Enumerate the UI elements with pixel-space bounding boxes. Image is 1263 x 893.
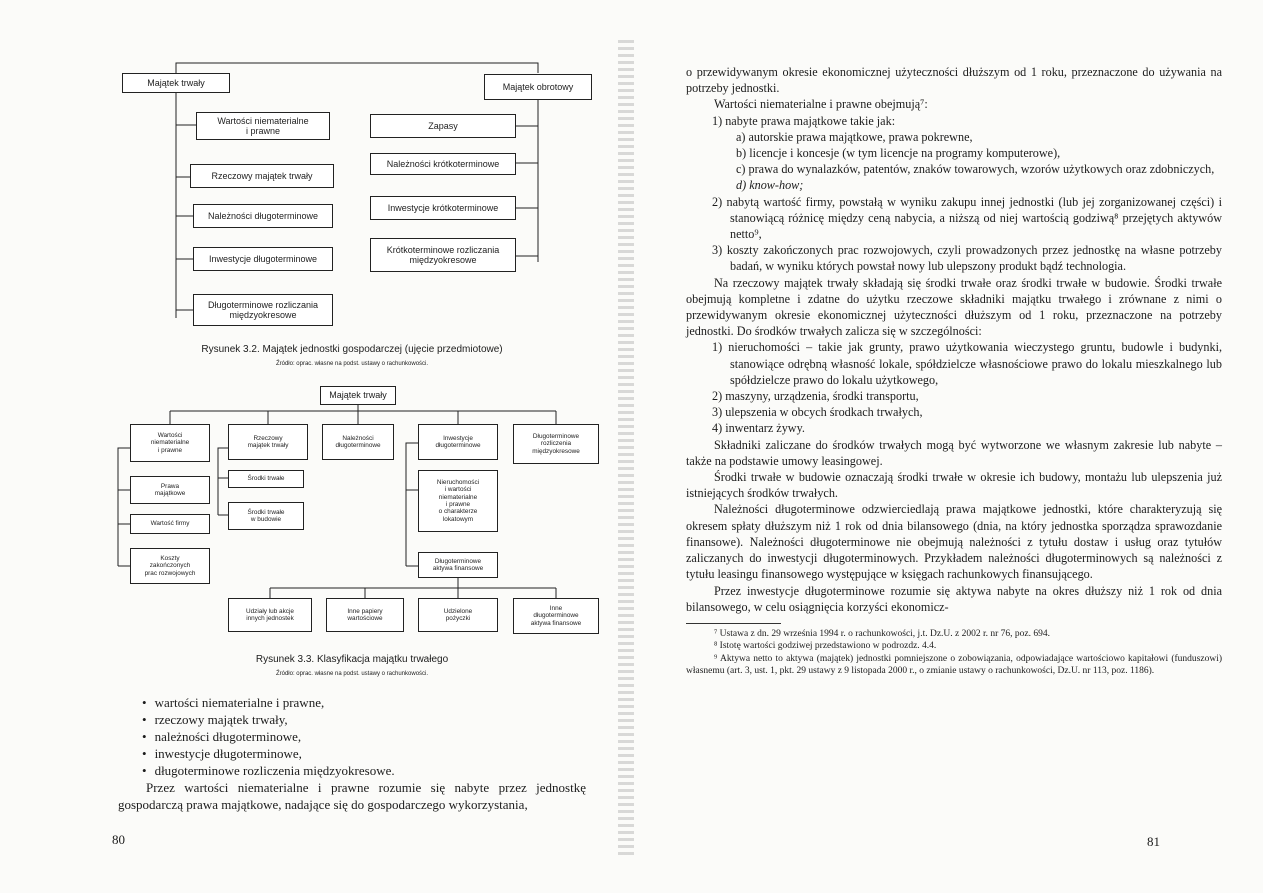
asset-bullet-list xyxy=(142,694,395,779)
figure-3-2-source: Źródło: oprac. własne na podst. ustawy o rachunkowości. xyxy=(275,361,429,367)
right-page xyxy=(628,0,1263,893)
fig1-long-term-investments: Inwestycje długoterminowe xyxy=(193,247,333,271)
fig2-root: Majątek trwały xyxy=(320,386,396,405)
fig2-loans-granted: Udzielone pożyczki xyxy=(418,598,498,632)
list-item: 4) inwentarz żywy. xyxy=(712,421,805,436)
fig1-short-term-investments: Inwestycje krótkoterminowe xyxy=(370,196,516,220)
paragraph: o przewidywanym okresie ekonomicznej użyteczności dłuższym od 1 roku, przeznaczone do używania na potrzeby jednostki. xyxy=(686,65,1222,96)
right-page-body xyxy=(686,64,1222,678)
list-item: d) know-how; xyxy=(736,178,804,193)
list-item: • rzeczowy majątek trwały, xyxy=(142,711,395,728)
fig2-fixed-assets: Środki trwałe xyxy=(228,470,304,488)
left-paragraph: Przez wartości niematerialne i prawne rozumie się nabyte przez jednostkę gospodarczą prawa majątkowe, nadające się do gospodarczego wykorzystania, xyxy=(118,780,586,812)
footnote: ⁷ Ustawa z dn. 29 września 1994 r. o rachunkowości, j.t. Dz.U. z 2002 r. nr 76, poz. 694. xyxy=(714,628,1051,639)
fig1-long-term-accruals: Długoterminowe rozliczania międzyokresowe xyxy=(193,294,333,326)
fig1-fixed-assets-root: Majątek trwały xyxy=(122,73,230,93)
fig1-tangible-assets: Rzeczowy majątek trwały xyxy=(190,164,334,188)
fig1-short-term-receivables: Należności krótkoterminowe xyxy=(370,153,516,175)
fig2-development-costs: Koszty zakończonych prac rozwojowych xyxy=(130,548,210,584)
paragraph: Należności długoterminowe odzwierciedlają prawa majątkowe jednostki, które charakteryzują się okresem spłaty dłuższym niż 1 rok od dnia bilansowego (dnia, na który jednostka sporządza sprawozdanie finansowe). Należności długoterminowe nie obejmują należności z tytułu dostaw i usług oraz tytułów zaliczanych do inwestycji długoterminowych. Przykładem należności długoterminowych są należności z tytułu leasingu finansowego występujące w księgach rachunkowych finansującego. xyxy=(686,502,1222,582)
list-item: • należności długoterminowe, xyxy=(142,728,395,745)
fig1-short-term-accruals: Krótkoterminowe rozliczania międzyokresowe xyxy=(370,238,516,272)
figure-3-3-caption: Rysunek 3.3. Klasyfikacja majątku trwałego xyxy=(255,654,449,665)
footnote-rule xyxy=(686,623,781,624)
fig2-other-financial-assets: Inne długoterminowe aktywa finansowe xyxy=(513,598,599,634)
fig2-tangible: Rzeczowy majątek trwały xyxy=(228,424,308,460)
fig1-current-assets-root: Majątek obrotowy xyxy=(484,74,592,100)
fig2-other-securities: Inne papiery wartościowe xyxy=(326,598,404,632)
fig2-long-term-investments: Inwestycje długoterminowe xyxy=(418,424,498,460)
figure-3-2-caption: Rysunek 3.2. Majątek jednostki gospodarczej (ujęcie przedmiotowe) xyxy=(201,344,503,355)
list-item: 1) nieruchomości – takie jak grunty, prawo użytkowania wieczystego gruntu, budowle i budynki, stanowiące odrębną własność lokale, spółdzielcze własnościowe prawo do lokalu mieszkalnego lub spółdzielcze prawo do lokalu użytkowego, xyxy=(712,340,1222,387)
fig2-property-rights: Prawa majątkowe xyxy=(130,476,210,504)
page-number-right: 81 xyxy=(1147,834,1160,849)
paragraph: Na rzeczowy majątek trwały składają się środki trwałe oraz środki trwałe w budowie. Środki trwałe obejmują kompletne i zdatne do użytku rzeczowe składniki majątku trwałego i zrównane z nimi o przewidywanym okresie ekonomicznej użyteczności dłuższym od 1 roku, przeznaczone na potrzeby jednostki. Do środków trwałych zalicza się w szczególności: xyxy=(686,275,1222,339)
footnote: ⁸ Istotę wartości godziwej przedstawiono w podrozdz. 4.4. xyxy=(714,641,937,652)
list-item: • wartości niematerialne i prawne, xyxy=(142,694,395,711)
paragraph: Przez inwestycje długoterminowe rozumie się aktywa nabyte na okres dłuższy niż 1 rok od dnia bilansowego, w celu osiągnięcia korzyści ekonomicz- xyxy=(686,583,1222,614)
fig2-shares-in-other-entities: Udziały lub akcje innych jednostek xyxy=(228,598,312,632)
fig2-assets-under-construction: Środki trwałe w budowie xyxy=(228,502,304,530)
page-number-left: 80 xyxy=(112,832,125,847)
list-item: c) prawa do wynalazków, patentów, znaków towarowych, wzorów użytkowych oraz zdobniczych, xyxy=(736,162,1215,177)
footnote: ⁹ Aktywa netto to aktywa (majątek) jednostki pomniejszone o zobowiązania, odpowiadające wartościowo kapitałowi (funduszowi) własnemu (art. 3, ust. 1, pkt. 29 ustawy z 9 listopada 2000 r., o zmianie ustawy o rachunkowości, Dz.U. nr 113, poz. 1186). xyxy=(686,653,1222,677)
list-item: 2) nabytą wartość firmy, powstałą w wyniku zakupu innej jednostki (lub jej zorganizowanej części) i stanowiącą różnicę między ceną nabycia, a niższą od niej wartością godziwą⁸ przejętych aktywów netto⁹, xyxy=(712,194,1222,242)
fig1-long-term-receivables: Należności długoterminowe xyxy=(193,204,333,228)
list-item: 1) nabyte prawa majątkowe takie jak: xyxy=(712,113,896,128)
fig1-intangible-assets: Wartości niematerialne i prawne xyxy=(196,112,330,140)
paragraph: Wartości niematerialne i prawne obejmują⁷: xyxy=(714,97,928,112)
list-item: b) licencje i koncesje (w tym licencje na programy komputerowe), xyxy=(736,146,1061,161)
fig2-long-term-receivables: Należności długoterminowe xyxy=(322,424,394,460)
paragraph: Środki trwałe w budowie oznaczają środki trwałe w okresie ich budowy, montażu lub ulepszenia już istniejących środków trwałych. xyxy=(686,470,1222,501)
fig2-investment-property: Nieruchomości i wartości niematerialne i prawne o charakterze lokatowym xyxy=(418,470,498,532)
list-item: • inwestycje długoterminowe, xyxy=(142,745,395,762)
list-item: 2) maszyny, urządzenia, środki transportu, xyxy=(712,389,919,404)
list-item: 3) koszty zakończonych prac rozwojowych, czyli prowadzonych przez jednostkę na własne potrzeby badań, w wyniku których powstał nowy lub ulepszony produkt bądź technologia. xyxy=(712,243,1222,274)
left-page xyxy=(0,0,628,893)
fig2-financial-assets: Długoterminowe aktywa finansowe xyxy=(418,552,498,578)
list-item: 3) ulepszenia w obcych środkach trwałych, xyxy=(712,405,923,420)
list-item: a) autorskie prawa majątkowe, prawa pokrewne, xyxy=(736,129,973,144)
fig2-goodwill: Wartość firmy xyxy=(130,514,210,534)
fig2-intangible: Wartości niematerialne i prawne xyxy=(130,424,210,462)
paragraph: Składniki zaliczane do środków trwałych mogą być wytworzone we własnym zakresie lub nabyte – także na podstawie umowy leasingowej. xyxy=(686,437,1222,468)
fig1-inventories: Zapasy xyxy=(370,114,516,138)
figure-3-3-source: Źródło: oprac. własne na podst. ustawy o rachunkowości. xyxy=(275,671,429,677)
list-item: • długoterminowe rozliczenia międzyokresowe. xyxy=(142,762,395,779)
fig2-long-term-accruals: Długoterminowe rozliczenia międzyokresowe xyxy=(513,424,599,464)
